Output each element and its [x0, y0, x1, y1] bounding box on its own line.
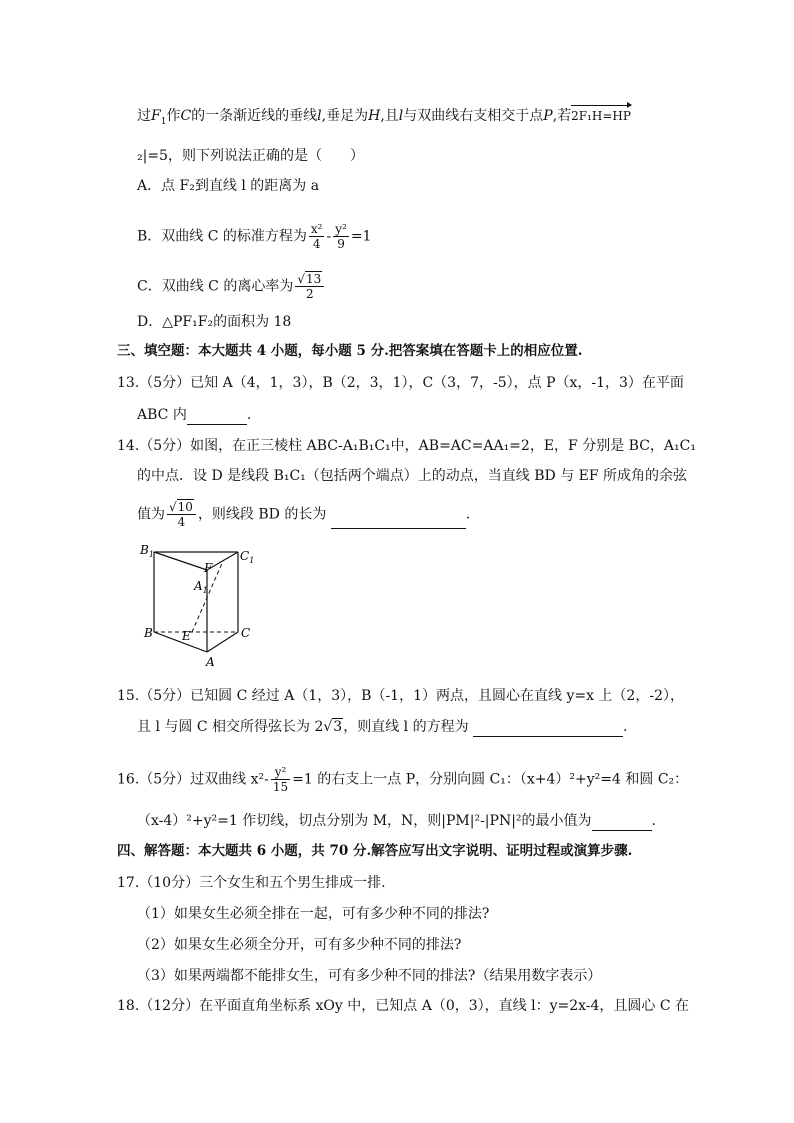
q17-stem: 17.（10分）三个女生和五个男生排成一排.	[117, 875, 386, 891]
label-a1: $A_1$	[194, 579, 208, 595]
prism-figure	[130, 540, 270, 670]
q14-line1: 14.（5分）如图，在正三棱柱 ABC-A₁B₁C₁中，AB=AC=AA₁=2，E，F 分别是 BC，A₁C₁	[117, 438, 696, 454]
q15-line2: 且 l 与圆 C 相交所得弦长为 2√3，则直线 l 的方程为 .	[137, 719, 628, 735]
q12-option-a: A．点 F₂到直线 l 的距离为 a	[137, 178, 320, 194]
edge-b1a1	[154, 552, 207, 570]
answer-blank[interactable]	[592, 816, 652, 831]
label-f: F	[204, 561, 213, 575]
answer-blank[interactable]	[187, 410, 247, 425]
q13-line2: ABC 内 .	[137, 407, 252, 423]
q16-line1: 16.（5分）过双曲线 x²- $\frac{\text{y²}}{15}$ =1 的右支上一点 P，分别向圆 C₁：（x+4）²+y²=4 和圆 C₂：	[117, 765, 689, 794]
vector-expression: 2F₁H=HP	[571, 104, 631, 126]
q17-part2: （2）如果女生必须全分开，可有多少种不同的排法?	[137, 937, 462, 953]
q15-line1: 15.（5分）已知圆 C 经过 A（1，3），B（-1，1）两点，且圆心在直线 y=x 上（2，-2），	[117, 688, 684, 704]
label-b: B	[144, 626, 153, 640]
q12-line2: ₂|=5，则下列说法正确的是（ ）	[137, 148, 364, 164]
q14-line3: 值为 $\frac{√10}{4}$ ，则线段 BD 的长为 .	[137, 500, 471, 529]
q17-part1: （1）如果女生必须全排在一起，可有多少种不同的排法?	[137, 906, 490, 922]
q17-part3: （3）如果两端都不能排女生，可有多少种不同的排法?（结果用数字表示）	[137, 968, 602, 984]
q12-option-c: C．双曲线 C 的离心率为 $\frac{√13}{2}$	[137, 272, 326, 301]
q12-option-d: D．△PF₁F₂的面积为 18	[137, 314, 292, 330]
edge-ba	[154, 632, 207, 652]
answer-blank[interactable]	[473, 722, 623, 737]
q12-option-b: B．双曲线 C 的标准方程为 $\frac{\text{x²}}{4}$ - $\frac{\text{y²}}{9}$ =1	[137, 222, 372, 251]
label-e: E	[182, 629, 191, 643]
label-b1: $B_1$	[140, 543, 154, 559]
label-c: C	[241, 626, 251, 640]
q13-line1: 13.（5分）已知 A（4，1，3），B（2，3，1），C（3，7，-5），点 P（x，-1，3）在平面	[117, 375, 684, 391]
section-3-heading: 三、填空题：本大题共 4 小题，每小题 5 分.把答案填在答题卡上的相应位置.	[117, 343, 583, 359]
q18-line1: 18.（12分）在平面直角坐标系 xOy 中，已知点 A（0，3），直线 l：y=2x-4，且圆心 C 在	[117, 998, 690, 1014]
section-4-heading: 四、解答题：本大题共 6 小题，共 70 分.解答应写出文字说明、证明过程或演算步骤.	[117, 843, 633, 859]
q16-line2: （x-4）²+y²=1 作切线，切点分别为 M，N，则|PM|²-|PN|²的最小值为 .	[137, 813, 656, 829]
label-c1: $C_1$	[240, 549, 255, 565]
q14-line2: 的中点．设 D 是线段 B₁C₁（包括两个端点）上的动点，当直线 BD 与 EF 所成角的余弦	[137, 468, 688, 484]
q12-line1: 过$F_1$作C的一条渐近线的垂线l,垂足为H,且l与双曲线右支相交于点P,若2F₁H=HP	[137, 104, 631, 132]
answer-blank[interactable]	[331, 514, 466, 529]
edge-ac	[207, 632, 238, 652]
label-a: A	[206, 655, 215, 669]
